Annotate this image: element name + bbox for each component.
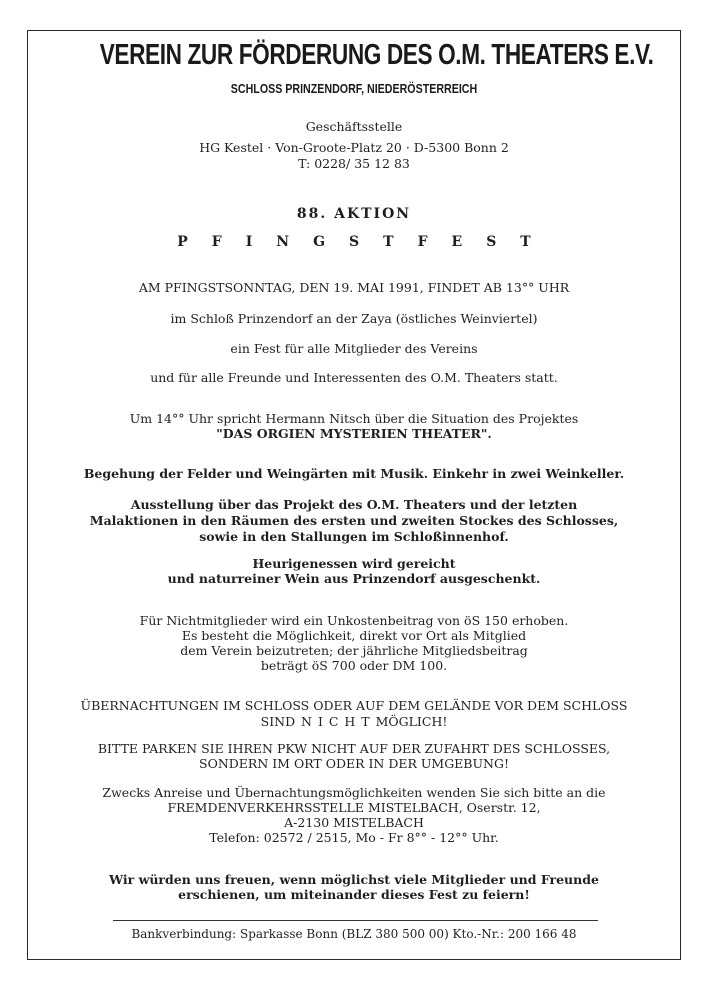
closing-line-1: Wir würden uns freuen, wenn möglichst viele Mitglieder und Freunde	[109, 872, 599, 887]
fees-line-4: beträgt öS 700 oder DM 100.	[260, 658, 448, 673]
footer-divider	[113, 920, 598, 921]
fees-line-1: Für Nichtmitglieder wird ein Unkostenbeitrag von öS 150 erhoben.	[139, 613, 569, 628]
travel-line-2: FREMDENVERKEHRSSTELLE MISTELBACH, Oserstr. 12,	[167, 800, 541, 815]
office-address: HG Kestel · Von-Groote-Platz 20 · D-5300 Bonn 2	[199, 140, 509, 155]
event-action-number: 88. AKTION	[296, 206, 412, 222]
program-exhibit-3: sowie in den Stallungen im Schloßinnenhof.	[199, 529, 509, 544]
fees-line-3: dem Verein beizutreten; der jährliche Mitgliedsbeitrag	[180, 643, 528, 658]
closing-line-2: erschienen, um miteinander dieses Fest zu feiern!	[178, 887, 530, 902]
travel-line-4: Telefon: 02572 / 2515, Mo - Fr 8°° - 12°° Uhr.	[209, 830, 499, 845]
parking-notice-1: BITTE PARKEN SIE IHREN PKW NICHT AUF DER ZUFAHRT DES SCHLOSSES,	[97, 741, 611, 756]
talk-line-1: Um 14°° Uhr spricht Hermann Nitsch über die Situation des Projektes	[129, 411, 579, 426]
intro-location-line: im Schloß Prinzendorf an der Zaya (östliches Weinviertel)	[170, 311, 538, 326]
event-name: PFINGSTFEST	[177, 234, 555, 250]
program-food-2: und naturreiner Wein aus Prinzendorf ausgeschenkt.	[167, 571, 541, 586]
overnight-notice-2: SIND N I C H T MÖGLICH!	[260, 714, 448, 729]
office-label: Geschäftsstelle	[305, 119, 403, 134]
program-exhibit-1: Ausstellung über das Projekt des O.M. Theaters und der letzten	[130, 497, 578, 512]
program-walk: Begehung der Felder und Weingärten mit Musik. Einkehr in zwei Weinkeller.	[83, 466, 625, 481]
travel-line-1: Zwecks Anreise und Übernachtungsmöglichkeiten wenden Sie sich bitte an die	[102, 785, 606, 800]
travel-line-3: A-2130 MISTELBACH	[284, 815, 424, 830]
program-food-1: Heurigenessen wird gereicht	[252, 556, 456, 571]
office-phone: T: 0228/ 35 12 83	[298, 156, 410, 171]
parking-notice-2: SONDERN IM ORT ODER IN DER UMGEBUNG!	[199, 756, 509, 771]
talk-line-2: "DAS ORGIEN MYSTERIEN THEATER".	[216, 426, 492, 441]
association-title: VEREIN ZUR FÖRDERUNG DES O.M. THEATERS E.V.	[99, 39, 654, 71]
overnight-notice-1: ÜBERNACHTUNGEN IM SCHLOSS ODER AUF DEM GELÄNDE VOR DEM SCHLOSS	[80, 698, 628, 713]
fees-line-2: Es besteht die Möglichkeit, direkt vor Ort als Mitglied	[181, 628, 527, 643]
association-subtitle: SCHLOSS PRINZENDORF, NIEDERÖSTERREICH	[230, 81, 478, 96]
letter-page	[27, 30, 681, 960]
bank-details: Bankverbindung: Sparkasse Bonn (BLZ 380 500 00) Kto.-Nr.: 200 166 48	[131, 927, 577, 941]
intro-members-line: ein Fest für alle Mitglieder des Vereins	[230, 341, 478, 356]
intro-friends-line: und für alle Freunde und Interessenten des O.M. Theaters statt.	[150, 370, 558, 385]
program-exhibit-2: Malaktionen in den Räumen des ersten und zweiten Stockes des Schlosses,	[89, 513, 619, 528]
intro-date-line: AM PFINGSTSONNTAG, DEN 19. MAI 1991, FINDET AB 13°° UHR	[138, 280, 570, 295]
